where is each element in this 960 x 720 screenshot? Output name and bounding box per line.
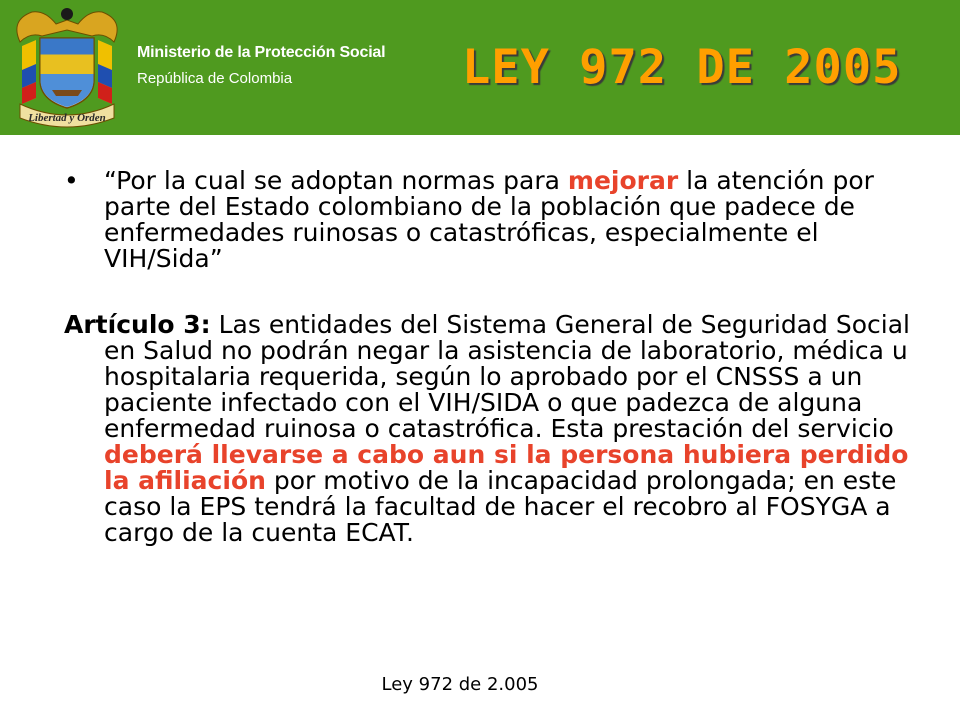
article-label: Artículo 3:	[64, 310, 211, 339]
page-title: LEY 972 DE 2005	[462, 40, 902, 95]
bullet-dot: •	[64, 166, 79, 195]
bullet-text-part1: “Por la cual se adoptan normas para	[104, 166, 568, 195]
article-text-part1: Las entidades del Sistema General de Seguridad Social en Salud no podrán negar la asistencia de laboratorio, médica u hospitalaria requerida, según lo aprobado por el CNSSS a un paciente infectado con el VIH/SIDA o que padezca de alguna enfermedad ruinosa o catastrófica. Esta prestación del servicio	[104, 310, 910, 443]
article-text-part2: por motivo de la incapacidad prolongada; en este caso la EPS tendrá la facultad de hacer el recobro al FOSYGA a cargo de la cuenta ECAT.	[104, 466, 897, 547]
footer-text: Ley 972 de 2.005	[381, 674, 539, 695]
article-highlight: deberá llevarse a cabo aun si la persona hubiera perdido la afiliación	[104, 440, 909, 495]
logo-motto: Libertad y Orden	[28, 112, 106, 124]
coat-of-arms-logo	[0, 0, 135, 135]
bullet-item	[64, 168, 924, 272]
bullet-highlight: mejorar	[567, 166, 679, 195]
bullet-text-part2: la atención por parte del Estado colombiano de la población que padece de enfermedades ruinosas o catastróficas, especialmente el VIH/Sida”	[104, 166, 874, 273]
header-bar	[0, 0, 960, 135]
slide-content	[64, 168, 924, 546]
colombia-coat-of-arms-icon	[0, 0, 135, 135]
republic-name: República de Colombia	[137, 70, 293, 87]
article-paragraph	[64, 312, 924, 546]
ministry-name: Ministerio de la Protección Social	[137, 44, 386, 61]
